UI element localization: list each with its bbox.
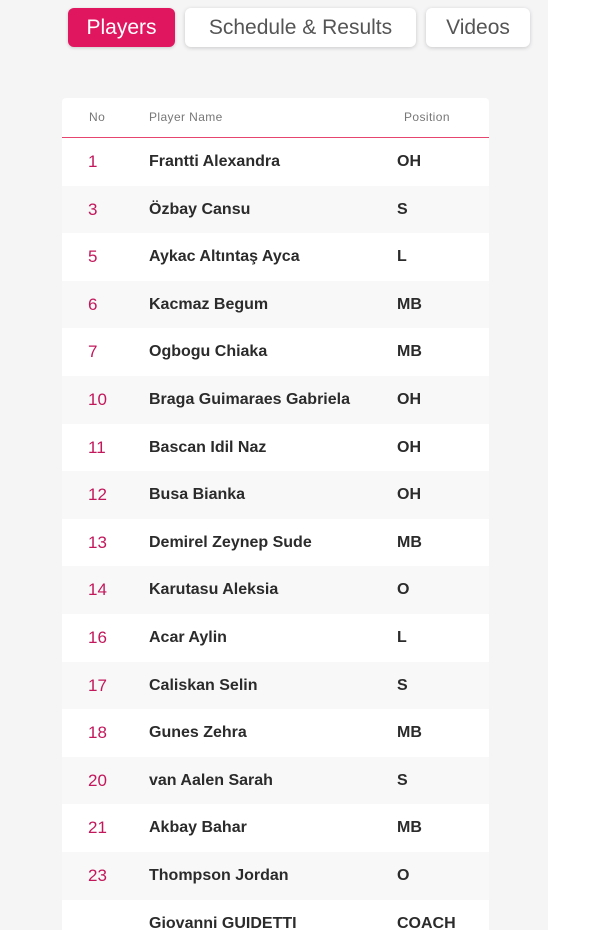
header-no: No — [89, 110, 106, 124]
table-row[interactable] — [62, 614, 489, 662]
table-row[interactable] — [62, 662, 489, 710]
tab-videos[interactable]: Videos — [426, 8, 530, 47]
player-name: Gunes Zehra — [149, 724, 247, 742]
player-number: 5 — [88, 247, 98, 267]
player-name: Akbay Bahar — [149, 819, 247, 837]
player-name: Bascan Idil Naz — [149, 438, 267, 456]
player-position: MB — [397, 295, 422, 313]
player-position: OH — [397, 153, 421, 170]
player-number: 20 — [88, 770, 107, 790]
table-row[interactable] — [62, 900, 489, 930]
player-name: Özbay Cansu — [149, 200, 251, 218]
players-table — [62, 98, 489, 930]
player-position: O — [397, 866, 410, 884]
player-number: 12 — [88, 485, 107, 505]
player-number: 16 — [88, 627, 107, 647]
table-row[interactable] — [62, 519, 489, 567]
tab-players[interactable]: Players — [68, 8, 175, 47]
table-row[interactable] — [62, 757, 489, 805]
player-name: Busa Bianka — [149, 486, 246, 504]
table-row[interactable] — [62, 566, 489, 614]
player-name: van Aalen Sarah — [149, 771, 273, 789]
player-number: 18 — [88, 723, 107, 743]
tab-schedule-results[interactable]: Schedule & Results — [185, 8, 416, 47]
player-position: S — [397, 771, 408, 789]
header-position: Position — [404, 110, 450, 124]
player-number: 13 — [88, 532, 107, 552]
table-row[interactable] — [62, 186, 489, 234]
table-row[interactable] — [62, 281, 489, 329]
player-position: MB — [397, 533, 422, 551]
table-row[interactable] — [62, 138, 489, 186]
table-row[interactable] — [62, 804, 489, 852]
table-body — [62, 138, 489, 930]
player-position: S — [397, 676, 408, 694]
table-row[interactable] — [62, 424, 489, 472]
table-row[interactable] — [62, 328, 489, 376]
player-position: MB — [397, 724, 422, 742]
table-row[interactable] — [62, 709, 489, 757]
player-position: OH — [397, 486, 421, 504]
player-position: MB — [397, 819, 422, 837]
player-number: 3 — [88, 199, 98, 219]
player-name: Giovanni GUIDETTI — [149, 914, 297, 930]
player-position: COACH — [397, 914, 456, 930]
player-name: Caliskan Selin — [149, 676, 258, 694]
player-number: 14 — [88, 580, 107, 600]
player-name: Frantti Alexandra — [149, 153, 280, 170]
player-number: 11 — [88, 437, 106, 457]
player-name: Kacmaz Begum — [149, 295, 269, 313]
page-margin — [548, 0, 600, 930]
player-name: Acar Aylin — [149, 628, 227, 646]
player-position: S — [397, 200, 408, 218]
table-row[interactable] — [62, 376, 489, 424]
player-number: 1 — [88, 152, 98, 171]
table-row[interactable] — [62, 471, 489, 519]
header-player-name: Player Name — [149, 110, 223, 124]
table-row[interactable] — [62, 852, 489, 900]
player-number: 10 — [88, 389, 107, 409]
table-header — [62, 98, 489, 138]
player-number: 17 — [88, 675, 107, 695]
player-number: 6 — [88, 294, 98, 314]
player-position: MB — [397, 343, 422, 361]
player-number: 21 — [88, 818, 107, 838]
player-position: OH — [397, 390, 421, 408]
player-name: Demirel Zeynep Sude — [149, 533, 312, 551]
player-position: L — [397, 628, 407, 646]
player-name: Ogbogu Chiaka — [149, 343, 268, 361]
player-name: Braga Guimaraes Gabriela — [149, 390, 350, 408]
player-number: 23 — [88, 865, 107, 885]
player-position: L — [397, 248, 407, 266]
player-name: Karutasu Aleksia — [149, 581, 279, 599]
table-row[interactable] — [62, 233, 489, 281]
player-position: O — [397, 581, 410, 599]
player-position: OH — [397, 438, 421, 456]
player-name: Thompson Jordan — [149, 866, 289, 884]
player-number: 7 — [88, 342, 98, 362]
player-name: Aykac Altıntaş Ayca — [149, 248, 300, 266]
